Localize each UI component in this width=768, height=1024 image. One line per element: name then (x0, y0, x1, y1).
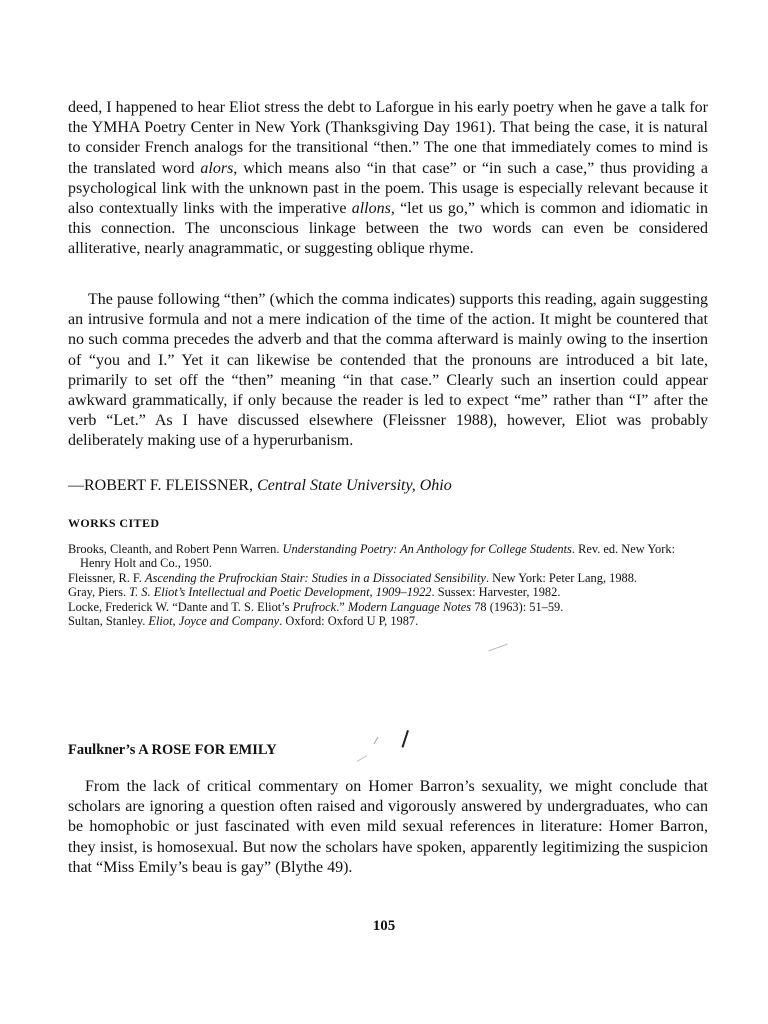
section-title: Faulkner’s A ROSE FOR EMILY (68, 742, 277, 758)
author-name: —ROBERT F. FLEISSNER, (68, 477, 254, 494)
citation-entry: Locke, Frederick W. “Dante and T. S. Eliot’s Prufrock.” Modern Language Notes 78 (1963): 51–59. (68, 599, 564, 614)
citation-entry: Fleissner, R. F. Ascending the Prufrockian Stair: Studies in a Dissociated Sensibility. New York: Peter Lang, 1988. (68, 570, 638, 585)
pencil-mark (374, 737, 379, 744)
works-cited-list (68, 542, 708, 628)
body-paragraph-1 (68, 98, 708, 260)
citation-entry: Sultan, Stanley. Eliot, Joyce and Company. Oxford: Oxford U P, 1987. (68, 614, 419, 629)
section-paragraph-1: From the lack of critical commentary on Homer Barron’s sexuality, we might conclude that scholars are ignoring a question often raised and vigorously answered by undergraduates, who can be homophobic or just fascinated with even mild sexual references in literature: Homer Barron, they insist, is homosexual. But now the scholars have spoken, apparently legitimizing the suspicion that “Miss Emily’s beau is gay” (Blythe 49). (68, 778, 708, 876)
works-cited-heading: WORKS CITED (68, 516, 160, 530)
body-paragraph-2: The pause following “then” (which the comma indicates) supports this reading, again suggesting an intrusive formula and not a mere indication of the time of the action. It might be countered that no such comma precedes the adverb and that the comma afterward is mainly owing to the insertion of “you and I.” Yet it can likewise be contended that the pronouns are introduced a bit late, primarily to set off the “then” meaning “in that case.” Clearly such an insertion could appear awkward grammatically, if only because the reader is led to expect “me” rather than “I” after the verb “Let.” As I have discussed elsewhere (Fleissner 1988), however, Eliot was probably deliberately making use of a hyperurbanism. (68, 291, 708, 450)
pencil-mark (488, 644, 507, 652)
pencil-mark (402, 730, 409, 748)
paragraph-text: , which means also “in that case” or “in such a case,” thus providing a psychological link with the unknown past in the poem. This usage is especially relevant because it also contextually links with the imperative (68, 159, 709, 218)
pencil-mark (357, 755, 368, 762)
italic-term-alors: alors (200, 159, 234, 177)
citation-entry: Brooks, Cleanth, and Robert Penn Warren. Understanding Poetry: An Anthology for College Students. Rev. ed. New York: Henry Holt and Co., 1950. (68, 542, 676, 571)
italic-term-allons: allons (351, 200, 391, 218)
page-number: 105 (372, 918, 396, 934)
paragraph-text: deed, I happened to hear Eliot stress the debt to Laforgue in his early poetry when he gave a talk for the YMHA Poetry Center in New York (Thanksgiving Day 1961). That being the case, it is natural to consider French analogs for the transitional “then.” The one that immediately comes to mind is the translated word (68, 99, 708, 177)
citation-entry: Gray, Piers. T. S. Eliot’s Intellectual and Poetic Development, 1909–1922. Sussex: Harvester, 1982. (68, 585, 561, 600)
author-signature (68, 476, 708, 496)
author-affiliation: Central State University, Ohio (257, 477, 452, 494)
paragraph-text: , “let us go,” which is common and idiomatic in this connection. The unconscious linkage between the two words can even be considered alliterative, nearly anagrammatic, or suggesting oblique rhyme. (68, 200, 708, 258)
